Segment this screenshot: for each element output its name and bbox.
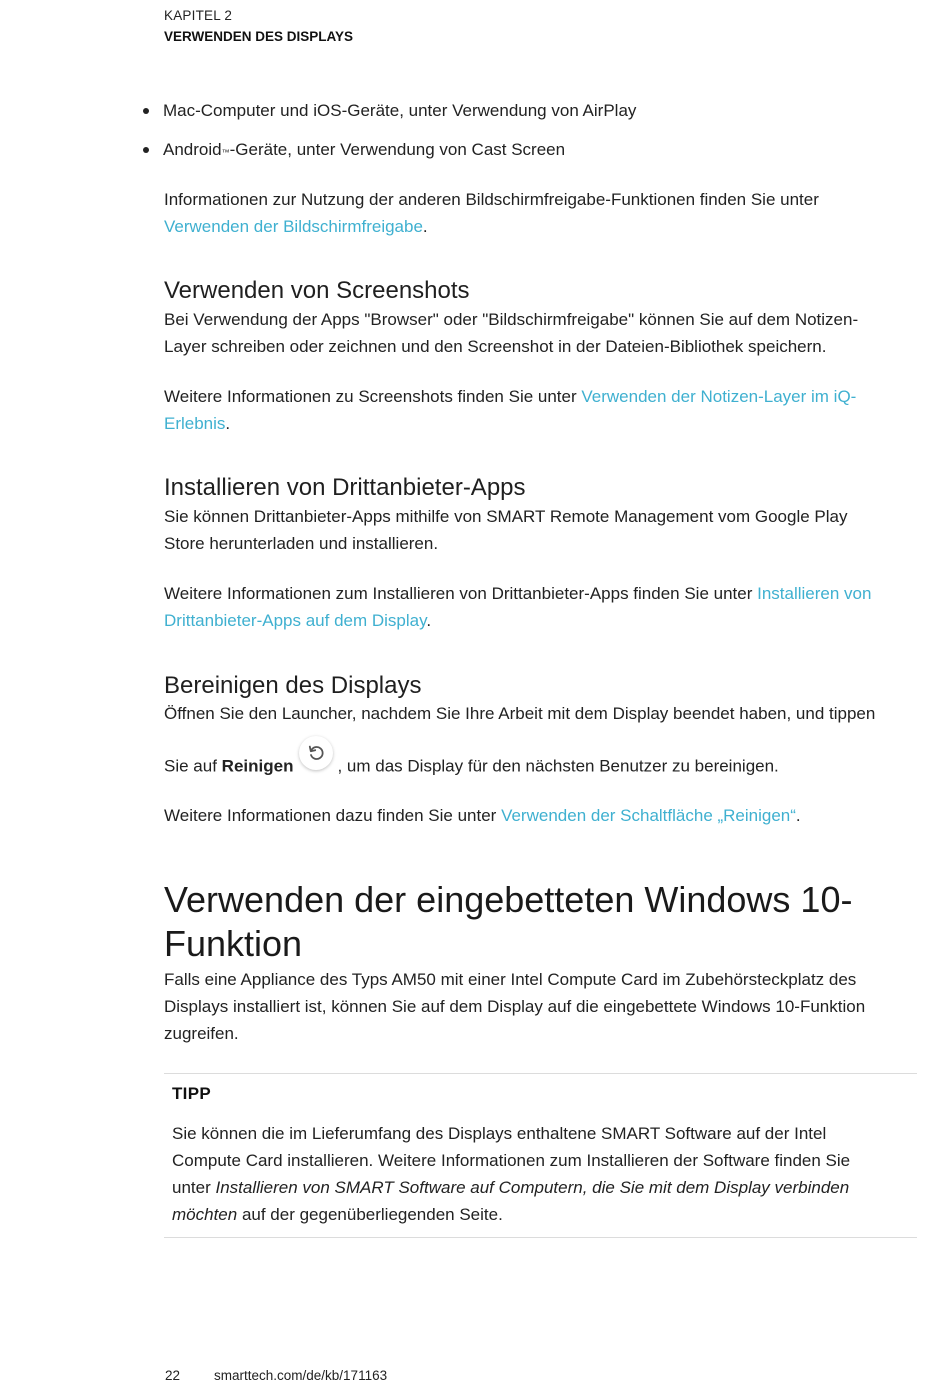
bullet-icon (143, 108, 149, 114)
list-item (143, 97, 636, 124)
bullet-icon (143, 147, 149, 153)
trademark-symbol: ™ (221, 148, 230, 157)
list-item-text: -Geräte, unter Verwendung von Cast Screen (229, 140, 566, 159)
link-notes-layer[interactable]: Verwenden der Notizen-Layer im iQ- Erlebnis (164, 387, 857, 433)
footer-url: smarttech.com/de/kb/171163 (214, 1368, 388, 1383)
paragraph: Weitere Informationen dazu finden Sie unter Verwenden der Schaltfläche „Reinigen“. (164, 806, 801, 825)
tip-box (164, 1073, 917, 1238)
chapter-label: KAPITEL 2 (164, 8, 233, 23)
paragraph: Öffnen Sie den Launcher, nachdem Sie Ihre Arbeit mit dem Display beendet haben, und tippen (164, 704, 876, 723)
page-heading: Verwenden der eingebetteten Windows 10- Funktion (164, 879, 853, 964)
link-clean-button[interactable]: Verwenden der Schaltfläche „Reinigen“ (501, 806, 796, 825)
chapter-title: VERWENDEN DES DISPLAYS (164, 29, 354, 44)
paragraph: Informationen zur Nutzung der anderen Bildschirmfreigabe-Funktionen finden Sie unter Verwenden der Bildschirmfreigabe. (164, 190, 819, 236)
reinigen-label: Reinigen (221, 756, 294, 776)
paragraph: Weitere Informationen zu Screenshots finden Sie unter Verwenden der Notizen-Layer im iQ- Erlebnis. (164, 387, 857, 433)
page-number: 22 (165, 1368, 181, 1383)
link-install-apps[interactable]: Installieren von Drittanbieter-Apps auf dem Display (164, 584, 872, 630)
list-item-text: Mac-Computer und iOS-Geräte, unter Verwendung von AirPlay (163, 101, 637, 120)
tip-body: Sie können die im Lieferumfang des Displays enthaltene SMART Software auf der Intel Compute Card installieren. Weitere Informationen zum Installieren der Software finden Sie unter Installieren von SMART Software auf Computern, die Sie mit dem Display verbinden möchten auf der gegenüberliegenden Seite. (172, 1124, 851, 1224)
section-heading: Bereinigen des Displays (164, 672, 422, 699)
paragraph: Sie können Drittanbieter-Apps mithilfe von SMART Remote Management vom Google Play Store herunterladen und installieren. (164, 507, 848, 553)
paragraph: Bei Verwendung der Apps "Browser" oder "Bildschirmfreigabe" können Sie auf dem Notizen- Layer schreiben oder zeichnen und den Screenshot in der Dateien-Bibliothek speichern. (164, 310, 859, 356)
section-heading: Installieren von Drittanbieter-Apps (164, 474, 526, 501)
section-heading: Verwenden von Screenshots (164, 277, 470, 304)
paragraph: Weitere Informationen zum Installieren von Drittanbieter-Apps finden Sie unter Installieren von Drittanbieter-Apps auf dem Display. (164, 584, 872, 630)
reset-icon (299, 736, 333, 770)
tip-title: TIPP (172, 1084, 211, 1103)
list-item-text: Android (163, 140, 222, 159)
paragraph: Sie auf Reinigen , um das Display für den nächsten Benutzer zu bereinigen. (164, 750, 924, 784)
paragraph: Falls eine Appliance des Typs AM50 mit einer Intel Compute Card im Zubehörsteckplatz des Displays installiert ist, können Sie auf dem Display auf die eingebettete Windows 10-Funktion zugreifen. (164, 970, 866, 1043)
list-item (143, 136, 565, 163)
link-screen-share[interactable]: Verwenden der Bildschirmfreigabe (164, 217, 423, 236)
